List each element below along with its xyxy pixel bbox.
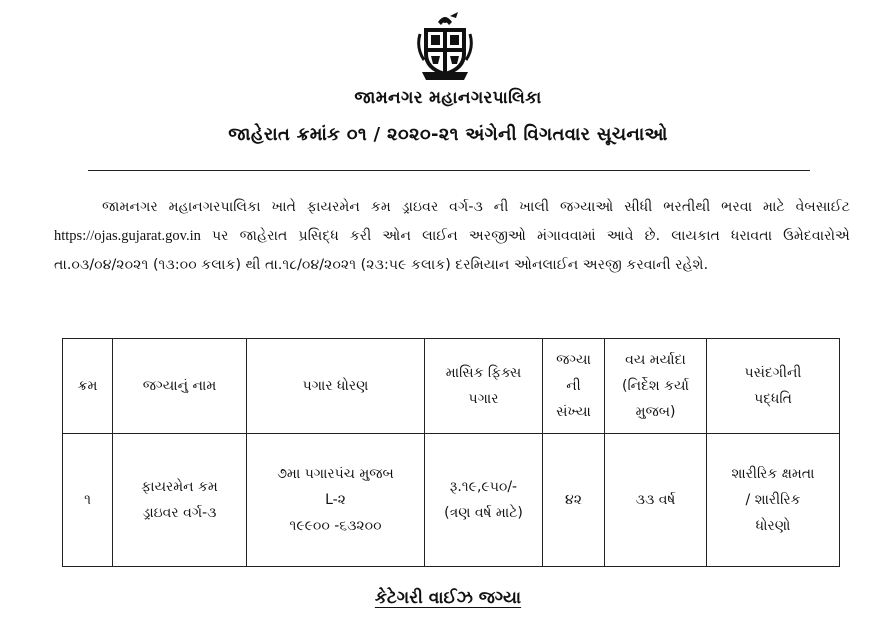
header-fixed-pay: માસિક ફિક્સ પગાર [425,339,543,434]
header-vacancies: જગ્યા ની સંખ્યા [543,339,605,434]
intro-paragraph [54,193,850,280]
vacancy-table [62,338,840,567]
cell-selection-method: શારીરિક ક્ષમતા / શારીરિક ધોરણો [707,434,840,567]
header-pay-scale: પગાર ધોરણ [247,339,425,434]
cell-age-limit: ૩૩ વર્ષ [605,434,707,567]
notice-title: જાહેરાત ક્રમાંક ૦૧ / ૨૦૨૦-૨૧ અંગેની વિગતવાર સૂચનાઓ [228,124,668,145]
cell-vacancies: ૪૨ [543,434,605,567]
intro-text-part2: પર જાહેરાત પ્રસિદ્ધ કરી ઓન લાઈન અરજીઓ મંગાવવામાં આવે છે. લાયકાત ધરાવતા ઉમેદવારોએ તા.૦૩/૦૪/૨૦૨૧ (૧૩:૦૦ કલાક) થી તા.૧૮/૦૪/૨૦૨૧ (૨૩:૫૯ કલાક) દરમિયાન ઓનલાઈન અરજી કરવાની રહેશે. [54,228,850,273]
table-row [63,434,840,567]
ojas-website-link[interactable]: https://ojas.gujarat.gov.in [54,228,201,244]
header-divider [88,170,810,171]
org-name: જામનગર મહાનગરપાલિકા [354,88,542,108]
cell-pay-scale: ૭મા પગારપંચ મુજબ L-૨ ૧૯૯૦૦ -૬૩૨૦૦ [247,434,425,567]
jamnagar-municipal-emblem-icon [416,12,474,82]
category-wise-heading [0,588,896,608]
header-age-limit: વય મર્યાદા (નિર્દેશ કર્યા મુજબ) [605,339,707,434]
intro-text-part1: જામનગર મહાનગરપાલિકા ખાતે ફાયરમેન કમ ડ્રાઇવર વર્ગ-૩ ની ખાલી જગ્યાઓ સીધી ભરતીથી ભરવા માટે વેબસાઈટ [102,199,850,215]
category-heading-text: કેટેગરી વાઈઝ જગ્યા [374,588,522,608]
cell-fixed-pay: રૂ.૧૯,૯૫૦/- (ત્રણ વર્ષ માટે) [425,434,543,567]
header-post-name: જગ્યાનું નામ [113,339,247,434]
table-header-row [63,339,840,434]
cell-post-name: ફાયરમેન કમ ડ્રાઇવર વર્ગ-૩ [113,434,247,567]
header-serial: ક્રમ [63,339,113,434]
cell-serial: ૧ [63,434,113,567]
header-selection-method: પસંદગીની પદ્ધતિ [707,339,840,434]
